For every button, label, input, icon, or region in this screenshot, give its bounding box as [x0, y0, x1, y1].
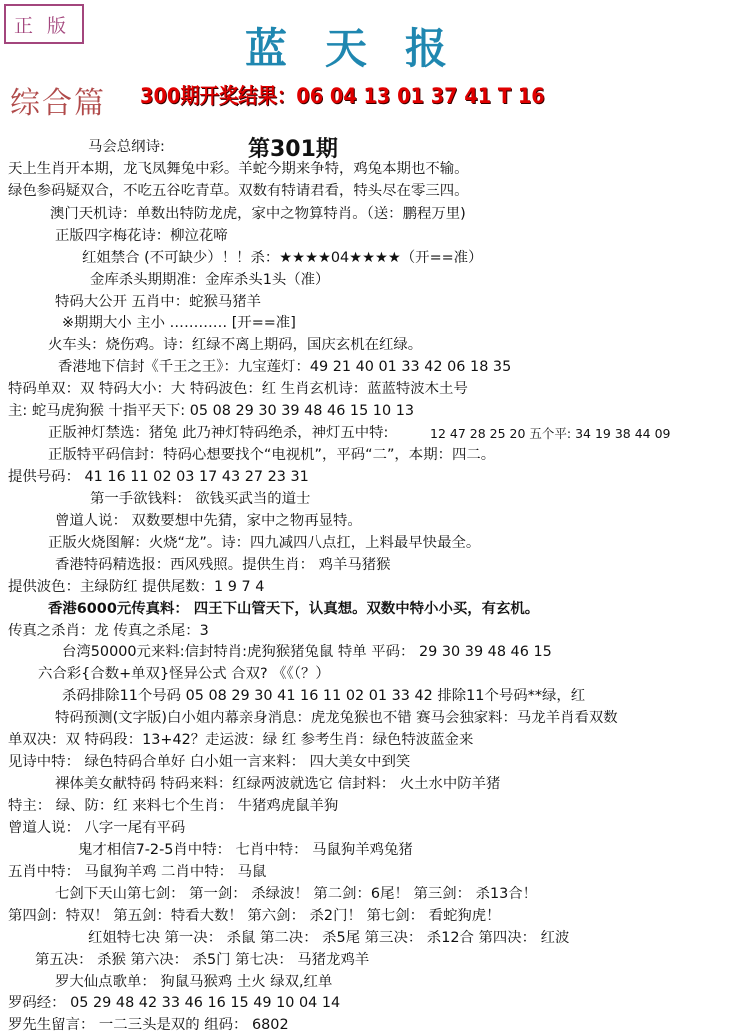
- text-line: 单双决：双 特码段：13+42？走运波：绿 红 参考生肖：绿色特波蓝金来: [8, 732, 474, 748]
- text-line: 罗码经： 05 29 48 42 33 46 16 15 49 10 04 14: [8, 995, 341, 1011]
- text-line: 澳门天机诗：单数出特防龙虎，家中之物算特肖。（送：鹏程万里): [50, 206, 466, 222]
- issue-number: 第301期: [248, 137, 338, 162]
- text-line: 金库杀头期期准：金库杀头1头（准）: [90, 272, 330, 288]
- text-line: 正版四字梅花诗：柳泣花啼: [55, 228, 228, 244]
- text-line: 火车头：烧伤鸡。诗：红绿不离上期码，国庆玄机在红绿。: [48, 337, 423, 353]
- text-line: 罗先生留言： 一二三头是双的 组码： 6802: [8, 1017, 289, 1033]
- text-line: ※期期大小 主小 ………… [开==准]: [62, 315, 296, 331]
- text-line: 香港地下信封《千王之王》：九宝莲灯：49 21 40 01 33 42 06 18 35: [58, 359, 512, 375]
- text-line: 12 47 28 25 20 五个平: 34 19 38 44 09: [430, 426, 671, 441]
- authentic-stamp: 正版: [4, 4, 84, 44]
- text-line: 特码单双：双 特码大小：大 特码波色：红 生肖玄机诗：蓝蓝特波木土号: [8, 381, 468, 397]
- text-line: 鬼才相信7-2-5肖中特： 七肖中特： 马鼠狗羊鸡兔猪: [78, 842, 413, 858]
- newspaper-title: 蓝天报: [245, 24, 486, 73]
- text-line: 正版神灯禁选：猪兔 此乃神灯特码绝杀，神灯五中特:: [48, 425, 389, 441]
- text-line: 传真之杀肖：龙 传真之杀尾：3: [8, 623, 209, 639]
- text-line: 见诗中特： 绿色特码合单好 白小姐一言来料： 四大美女中到笑: [8, 754, 411, 770]
- previous-draw-result: 300期开奖结果：06 04 13 01 37 41 T 16: [140, 84, 545, 108]
- text-line: 绿色参码疑双合，不吃五谷吃青草。双数有特请君看，特头尽在零三四。: [8, 183, 469, 199]
- text-line: 提供号码： 41 16 11 02 03 17 43 27 23 31: [8, 469, 309, 485]
- text-line: 第四剑：特双！ 第五剑：特看大数！ 第六剑： 杀2门！ 第七剑： 看蛇狗虎！: [8, 908, 501, 924]
- text-line: 台湾50000元来料:信封特肖:虎狗猴猪兔鼠 特单 平码： 29 30 39 48 46 15: [62, 644, 552, 660]
- text-line: 七剑下天山第七剑： 第一剑： 杀绿波！ 第二剑：6尾！ 第三剑： 杀13合！: [55, 886, 538, 902]
- text-line: 特码预测(文字版)白小姐内幕亲身消息：虎龙兔猴也不错 赛马会独家料：马龙羊肖看双数: [55, 710, 618, 726]
- text-line: 裸体美女献特码 特码来料：红绿两波就选它 信封料： 火土水中防羊猪: [55, 776, 501, 792]
- text-line: 曾道人说： 八字一尾有平码: [8, 820, 186, 836]
- text-line: 天上生肖开本期，龙飞凤舞兔中彩。羊蛇今期来争特，鸡兔本期也不输。: [8, 161, 469, 177]
- text-line: 五肖中特： 马鼠狗羊鸡 二肖中特： 马鼠: [8, 864, 267, 880]
- text-line: 提供波色：主绿防红 提供尾数：1 9 7 4: [8, 579, 265, 595]
- section-label: 综合篇: [10, 86, 106, 121]
- text-line: 罗大仙点歌单： 狗鼠马猴鸡 土火 绿双,红单: [55, 974, 333, 990]
- text-line: 香港特码精选报：西风残照。提供生肖： 鸡羊马猪猴: [55, 557, 391, 573]
- text-line: 第五决： 杀猴 第六决： 杀5门 第七决： 马猪龙鸡羊: [35, 952, 370, 968]
- text-line: 马会总纲诗:: [88, 139, 165, 155]
- text-line: 正版火烧图解：火烧“龙”。诗：四九减四八点扛，上料最早快最全。: [48, 535, 481, 551]
- text-line: 六合彩{合数+单双}怪异公式 合双? 《《（？）: [38, 666, 330, 682]
- text-line: 红姐特七决 第一决： 杀鼠 第二决： 杀5尾 第三决： 杀12合 第四决： 红波: [88, 930, 570, 946]
- text-line: 杀码排除11个号码 05 08 29 30 41 16 11 02 01 33 42 排除11个号码**绿，红: [62, 688, 586, 704]
- text-line: 第一手欲钱料： 欲钱买武当的道士: [90, 491, 311, 507]
- text-line: 特码大公开 五肖中：蛇猴马猪羊: [55, 294, 262, 310]
- text-line: 主: 蛇马虎狗猴 十指平天下: 05 08 29 30 39 48 46 15 10 13: [8, 403, 415, 419]
- text-line: 曾道人说： 双数要想中先猜，家中之物再显特。: [55, 513, 362, 529]
- text-line: 正版特平码信封：特码心想要找个“电视机”，平码“二”，本期：四二。: [48, 447, 496, 463]
- text-line: 香港6000元传真料： 四王下山管天下，认真想。双数中特小小买，有玄机。: [48, 601, 540, 617]
- text-line: 特主： 绿、防：红 来料七个生肖： 牛猪鸡虎鼠羊狗: [8, 798, 339, 814]
- text-line: 红姐禁合 (不可缺少）！！杀：★★★★04★★★★（开==准）: [82, 250, 483, 266]
